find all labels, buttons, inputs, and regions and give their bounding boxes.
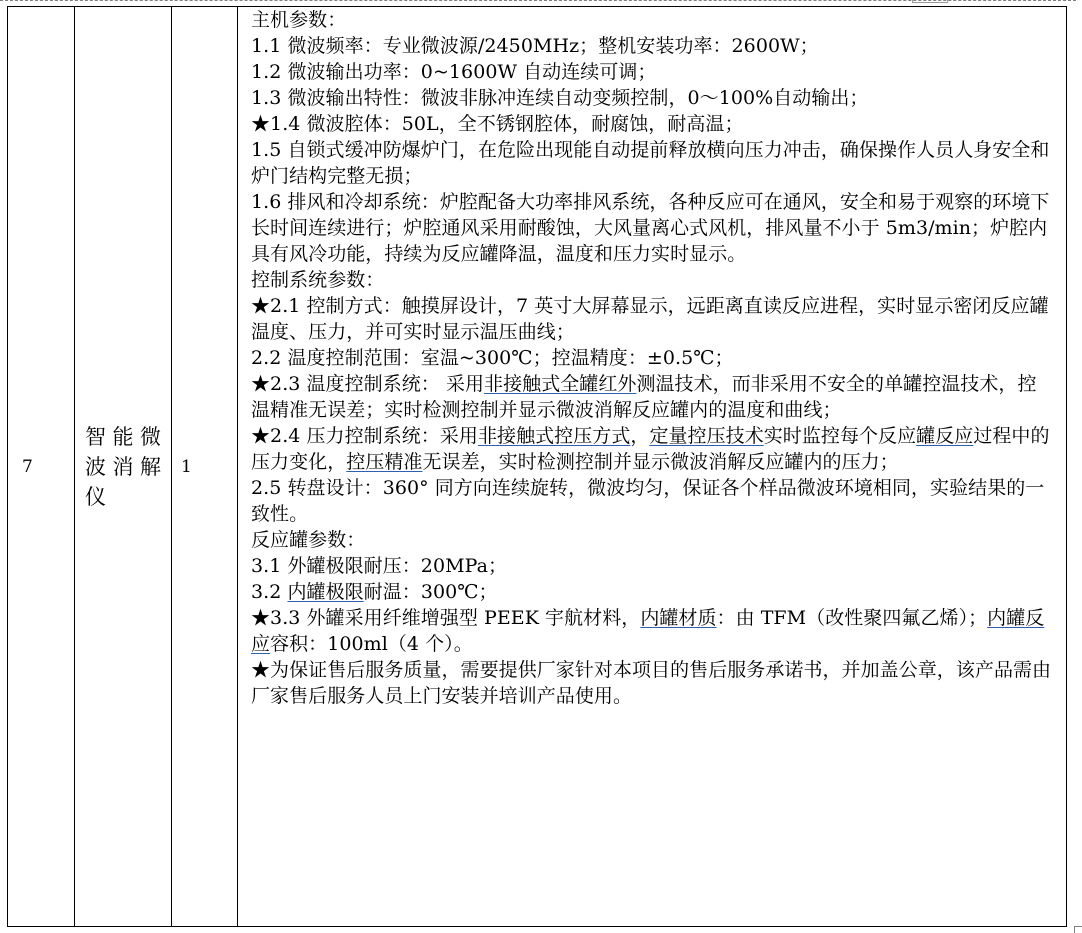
text-run: ★2.4 压力控制系统：采用 [251,425,478,447]
spec-line-3-2 [251,579,1054,605]
spec-line: 2.2 温度控制范围：室温~300℃；控温精度：±0.5℃； [251,347,734,369]
spec-line: 主机参数： [251,9,347,31]
spec-line: 1.5 自锁式缓冲防爆炉门，在危险出现能自动提前释放横向压力冲击，确保操作人员人身安全和炉门结构完整无损； [251,139,1050,187]
text-run: ★3.3 外罐采用纤维增强型 PEEK 宇航材料， [251,607,641,629]
text-run: 测温技术，而非采用不安全的单罐控温技术，控温精准无误差；实时检测控制并显示微波消解反应罐内的温度和曲线； [251,373,1037,421]
text-run: ， [630,425,650,447]
text-run: ★2.3 温度控制系统： 采用 [251,373,485,395]
table-row [8,7,1067,927]
page-corner-mark [1074,926,1082,933]
underlined-term: 内罐材质 [640,607,717,629]
spec-section-heading: 反应罐参数： [251,529,366,551]
spec-line: 1.3 微波输出特性：微波非脉冲连续自动变频控制，0～100%自动输出； [251,87,869,109]
product-name: 智能微波消解仪 [75,7,172,927]
spec-text [251,7,1054,709]
underlined-term: 控压精准 [346,451,423,473]
spec-line: ★2.1 控制方式：触摸屏设计，7 英寸大屏幕显示，远距离直读反应进程，实时显示密闭反应罐温度、压力，并可实时显示温压曲线； [251,295,1049,343]
spec-line-2-3 [251,371,1054,423]
spec-line: 1.2 微波输出功率：0~1600W 自动连续可调； [251,61,657,83]
header-tab-mark [912,0,948,3]
text-run: 容积：100ml（4 个）。 [270,633,473,655]
underlined-term: 定量控压技术 [649,425,764,447]
spec-line-2-4 [251,423,1054,475]
quantity: 1 [172,7,238,927]
spec-line-3-3 [251,605,1054,657]
underlined-term: 内罐反应 [251,607,1045,655]
text-run: 无误差，实时检测控制并显示微波消解反应罐内的压力； [422,451,899,473]
spec-line-2-5: 2.5 转盘设计：360° 同方向连续旋转，微波均匀，保证各个样品微波环境相同，实验结果的一致性。 [251,477,1045,525]
spec-line: 控制系统参数： [251,269,385,291]
underlined-term: 非接触式全罐红外 [484,373,637,395]
spec-line: 1.1 微波频率：专业微波源/2450MHz；整机安装功率：2600W； [251,35,819,57]
text-run: 3.2 [251,581,288,603]
underlined-term: 内罐极限 [287,581,364,603]
spec-cell [238,7,1067,927]
text-run: 实时监控每个反应 [763,425,917,447]
spec-line-service: ★为保证售后服务质量，需要提供厂家针对本项目的售后服务承诺书，并加盖公章，该产品需由厂家售后服务人员上门安装并培训产品使用。 [251,659,1052,707]
row-number: 7 [8,7,75,927]
underlined-term: 非接触式控压方式 [477,425,631,447]
underlined-term: 罐反应 [916,425,974,447]
text-run: 耐温：300℃； [363,581,498,603]
spec-line-3-1: 3.1 外罐极限耐压：20MPa； [251,555,507,577]
spec-table [7,6,1067,927]
spec-line: 1.6 排风和冷却系统：炉腔配备大功率排风系统，各种反应可在通风，安全和易于观察的环境下长时间连续进行；炉腔通风采用耐酸蚀，大风量离心式风机，排风量不小于 5m3/min；炉腔内具有风冷功能，持续为反应罐降温，温度和压力实时显示。 [251,191,1050,265]
text-run: 过程中的压力变化， [251,425,1050,473]
spec-line: ★1.4 微波腔体：50L，全不锈钢腔体，耐腐蚀，耐高温； [251,113,744,135]
text-run: ：由 TFM（改性聚四氟乙烯）； [716,607,988,629]
